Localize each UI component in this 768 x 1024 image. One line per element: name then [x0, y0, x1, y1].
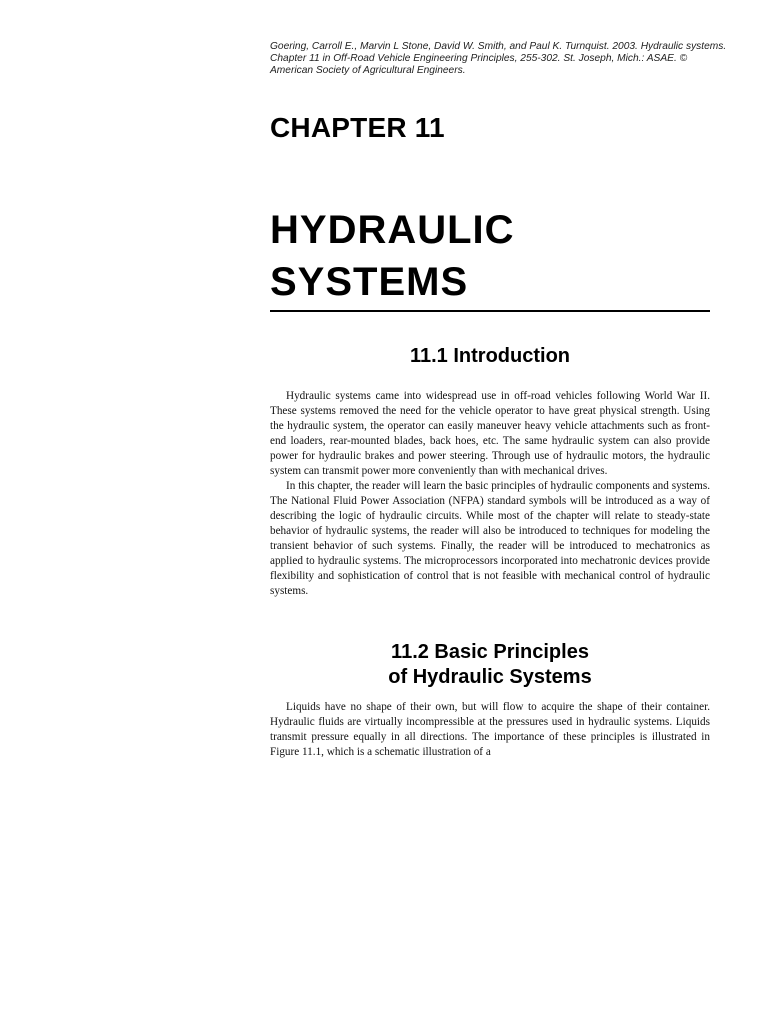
- citation-header: Goering, Carroll E., Marvin L Stone, David W. Smith, and Paul K. Turnquist. 2003. Hydraulic systems. Chapter 11 in Off-Road Vehicle Engineering Principles, 255-302. St. Joseph, Mich.: ASAE. © American Society of Agricultural Engineers.: [270, 41, 727, 76]
- paragraph: Hydraulic systems came into widespread use in off-road vehicles following World War II. These systems removed the need for the vehicle operator to have great physical strength. Using the hydraulic system, the operator can easily maneuver heavy vehicle attachments such as front-end loaders, rear-mounted blades, back hoes, etc. The same hydraulic system can also provide power for hydraulic brakes and power steering. Through use of hydraulic motors, the hydraulic system can transmit power more conveniently than with mechanical drives.: [270, 390, 710, 477]
- title-divider: [270, 310, 710, 312]
- chapter-title-line-1: HYDRAULIC: [270, 208, 515, 252]
- section-heading-line-2: of Hydraulic Systems: [388, 666, 592, 688]
- section-heading-introduction: [270, 344, 710, 369]
- section-heading-basic-principles: [270, 640, 710, 690]
- section-body-introduction: [270, 389, 710, 599]
- paragraph: Liquids have no shape of their own, but will flow to acquire the shape of their container. Hydraulic fluids are virtually incompressible at the pressures used in hydraulic systems. Liquids transmit pressure equally in all directions. The importance of these principles is illustrated in Figure 11.1, which is a schematic illustration of a: [270, 701, 710, 758]
- section-heading-text: 11.1 Introduction: [409, 345, 571, 367]
- section-body-basic-principles: [270, 700, 710, 760]
- chapter-title: [270, 204, 515, 308]
- paragraph: In this chapter, the reader will learn the basic principles of hydraulic components and systems. The National Fluid Power Association (NFPA) standard symbols will be introduced as a way of describing the logic of hydraulic circuits. While most of the chapter will relate to steady-state behavior of hydraulic systems, the reader will also be introduced to techniques for modeling the transient behavior of such systems. Finally, the reader will be introduced to mechatronics as applied to hydraulic systems. The microprocessors incorporated into mechatronic devices provide flexibility and sophistication of control that is not feasible with mechanical control of hydraulic systems.: [270, 480, 710, 597]
- chapter-label: CHAPTER 11: [270, 112, 445, 143]
- chapter-title-line-2: SYSTEMS: [270, 260, 469, 304]
- section-heading-line-1: 11.2 Basic Principles: [391, 641, 589, 663]
